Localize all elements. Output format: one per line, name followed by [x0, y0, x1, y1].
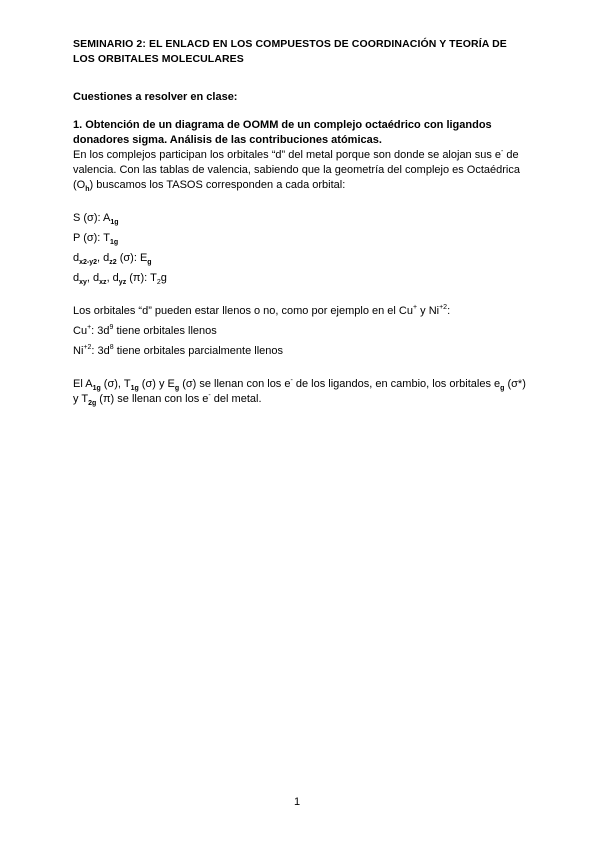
section-subheading: Cuestiones a resolver en clase: — [73, 91, 238, 103]
conclusion-paragraph-line-1: El $A_{1g}$ (σ), $T_{1g}$ (σ) y $E_g$ (σ) se llenan con los e- de los ligandos, en cambio, los orbitales $e_g$ (σ*) — [73, 377, 526, 392]
intro-paragraph-line-2: valencia. Con las tablas de valencia, sabiendo que la geometría del complejo es Octaédrica — [73, 164, 520, 176]
question-heading-line-1: 1. Obtención de un diagrama de OOMM de un complejo octaédrico con ligandos — [73, 119, 492, 131]
page-number: 1 — [294, 796, 301, 808]
filling-paragraph-line: Los orbitales “d” pueden estar llenos o no, como por ejemplo en el Cu+ y $Ni^{+2}$: — [73, 304, 451, 317]
orbital-p-line: P (σ): $T_{1g}$ — [73, 232, 119, 246]
orbital-d-t2g-line: $d_{xy}$, $d_{xz}$, $d_{yz}$ (π): $T_2g$ — [73, 272, 167, 286]
orbital-s-line: S (σ): $A_{1g}$ — [73, 212, 119, 226]
intro-paragraph-line-1: En los complejos participan los orbitales “d” del metal porque son donde se alojan sus e- de — [73, 148, 519, 161]
copper-configuration-line: Cu+: $3d^9$ tiene orbitales llenos — [73, 324, 217, 337]
nickel-configuration-line: $Ni^{+2}$: $3d^8$ tiene orbitales parcialmente llenos — [73, 344, 284, 357]
document-title-line-1: SEMINARIO 2: EL ENLACD EN LOS COMPUESTOS DE COORDINACIÓN Y TEORÍA DE — [73, 38, 507, 50]
question-heading-line-2: donadores sigma. Análisis de las contribuciones atómicas. — [73, 134, 382, 146]
document-title-line-2: LOS ORBITALES MOLECULARES — [73, 53, 244, 65]
orbital-d-eg-line: $d_{x2-y2}$, $d_{z2}$ (σ): $E_g$ — [73, 252, 152, 266]
conclusion-paragraph-line-2: y $T_{2g}$ (π) se llenan con los e- del metal. — [73, 392, 262, 407]
intro-paragraph-line-3: $(O_h)$ buscamos los TASOS corresponden a cada orbital: — [73, 179, 346, 193]
